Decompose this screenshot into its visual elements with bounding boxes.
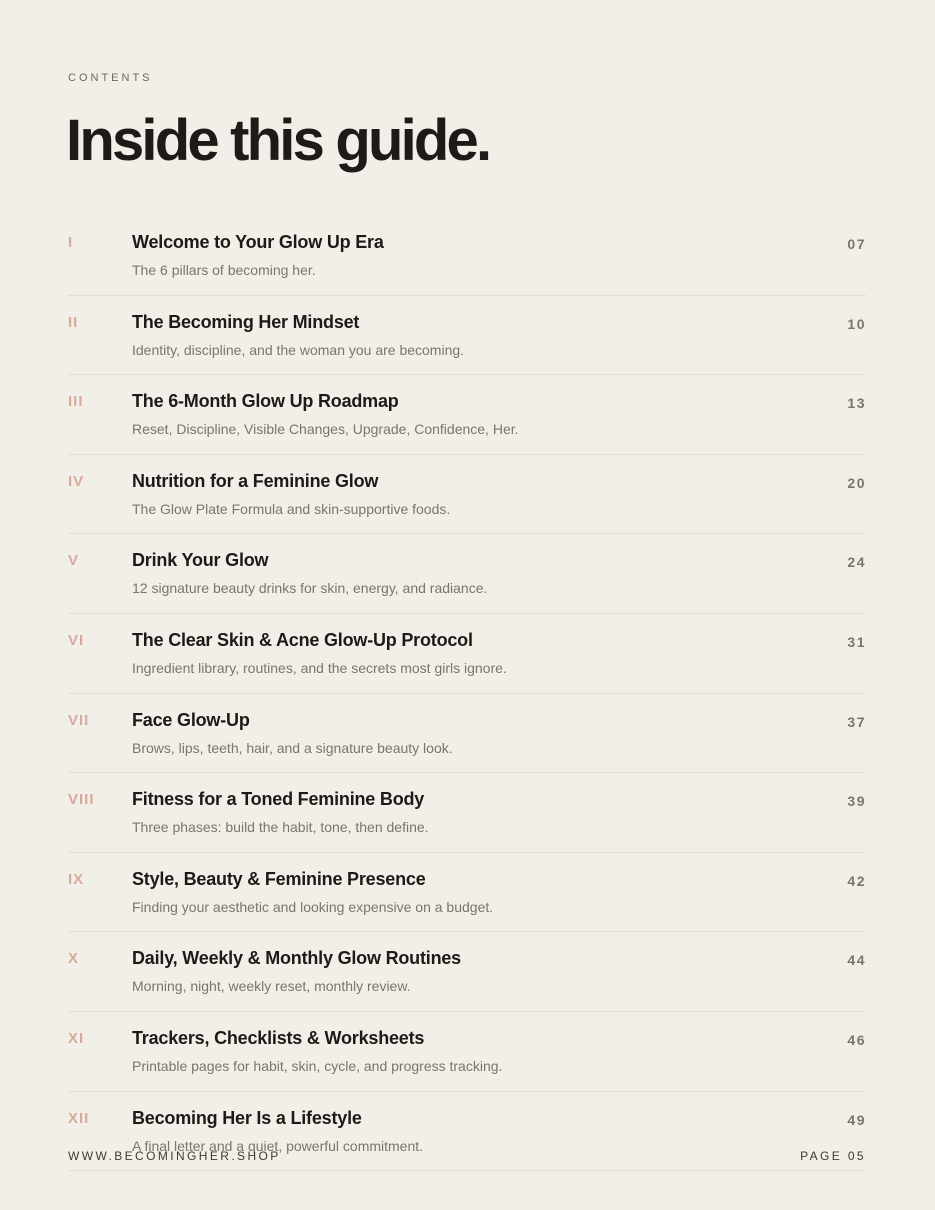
chapter-title: Daily, Weekly & Monthly Glow Routines bbox=[132, 948, 461, 969]
chapter-numeral: V bbox=[68, 552, 80, 570]
chapter-numeral: III bbox=[68, 393, 84, 411]
section-eyebrow: CONTENTS bbox=[68, 72, 153, 84]
chapter-title: Welcome to Your Glow Up Era bbox=[132, 232, 384, 252]
chapter-subtitle: The 6 pillars of becoming her. bbox=[132, 262, 316, 278]
chapter-subtitle: The Glow Plate Formula and skin-supportive foods. bbox=[132, 500, 451, 517]
chapter-numeral: VII bbox=[68, 711, 90, 729]
toc-entry[interactable] bbox=[68, 534, 866, 614]
footer-website: WWW.BECOMINGHER.SHOP bbox=[68, 1149, 281, 1163]
toc-entry[interactable] bbox=[68, 375, 866, 455]
chapter-title: The Clear Skin & Acne Glow-Up Protocol bbox=[132, 629, 473, 650]
chapter-numeral: XI bbox=[68, 1029, 85, 1047]
chapter-subtitle: Finding your aesthetic and looking expensive on a budget. bbox=[132, 898, 494, 915]
chapter-numeral: IV bbox=[68, 472, 85, 490]
chapter-subtitle: Printable pages for habit, skin, cycle, and progress tracking. bbox=[132, 1057, 503, 1074]
chapter-numeral: IX bbox=[68, 870, 85, 888]
chapter-subtitle: 12 signature beauty drinks for skin, energy, and radiance. bbox=[132, 580, 488, 597]
toc-entry[interactable] bbox=[68, 1012, 866, 1092]
chapter-subtitle: Brows, lips, teeth, hair, and a signature beauty look. bbox=[132, 739, 453, 756]
chapter-title: The Becoming Her Mindset bbox=[132, 311, 360, 332]
chapter-title: Style, Beauty & Feminine Presence bbox=[132, 868, 426, 889]
toc-entry[interactable] bbox=[68, 455, 866, 535]
toc-entry[interactable] bbox=[68, 614, 866, 694]
chapter-title: Trackers, Checklists & Worksheets bbox=[132, 1027, 425, 1048]
chapter-page-number: 44 bbox=[847, 952, 866, 969]
chapter-page-number: 39 bbox=[847, 793, 866, 810]
chapter-title: Fitness for a Toned Feminine Body bbox=[132, 789, 425, 810]
toc-entry[interactable] bbox=[68, 773, 866, 853]
chapter-subtitle: Three phases: build the habit, tone, then define. bbox=[132, 819, 429, 836]
chapter-page-number: 46 bbox=[847, 1031, 866, 1048]
chapter-numeral: VIII bbox=[68, 791, 95, 809]
chapter-subtitle: A final letter and a quiet, powerful commitment. bbox=[132, 1137, 424, 1154]
toc-entry[interactable] bbox=[68, 216, 866, 296]
chapter-page-number: 49 bbox=[847, 1111, 866, 1128]
chapter-page-number: 24 bbox=[847, 554, 866, 571]
table-of-contents bbox=[68, 216, 866, 1171]
footer-page-number: PAGE 05 bbox=[800, 1149, 866, 1163]
chapter-page-number: 42 bbox=[847, 872, 866, 889]
chapter-subtitle: Reset, Discipline, Visible Changes, Upgrade, Confidence, Her. bbox=[132, 421, 519, 438]
chapter-title: Nutrition for a Feminine Glow bbox=[132, 470, 379, 491]
chapter-page-number: 20 bbox=[847, 474, 866, 491]
chapter-subtitle: Morning, night, weekly reset, monthly review. bbox=[132, 978, 411, 995]
chapter-subtitle: Ingredient library, routines, and the secrets most girls ignore. bbox=[132, 659, 507, 676]
chapter-page-number: 10 bbox=[847, 315, 866, 332]
chapter-numeral: VI bbox=[68, 631, 85, 649]
chapter-page-number: 31 bbox=[847, 633, 866, 650]
chapter-page-number: 13 bbox=[847, 395, 866, 412]
chapter-subtitle: Identity, discipline, and the woman you are becoming. bbox=[132, 341, 465, 358]
toc-entry[interactable] bbox=[68, 932, 866, 1012]
chapter-title: Face Glow-Up bbox=[132, 709, 250, 730]
chapter-title: The 6-Month Glow Up Roadmap bbox=[132, 391, 399, 412]
toc-entry[interactable] bbox=[68, 296, 866, 376]
chapter-numeral: X bbox=[68, 950, 80, 968]
toc-entry[interactable] bbox=[68, 694, 866, 774]
toc-entry[interactable] bbox=[68, 853, 866, 933]
chapter-numeral: XII bbox=[68, 1109, 90, 1127]
chapter-title: Becoming Her Is a Lifestyle bbox=[132, 1107, 362, 1128]
chapter-numeral: II bbox=[68, 313, 79, 331]
page-title: Inside this guide. bbox=[66, 108, 490, 173]
chapter-page-number: 37 bbox=[847, 713, 866, 730]
chapter-numeral: I bbox=[68, 234, 74, 251]
chapter-page-number: 07 bbox=[847, 236, 866, 252]
chapter-title: Drink Your Glow bbox=[132, 550, 269, 571]
